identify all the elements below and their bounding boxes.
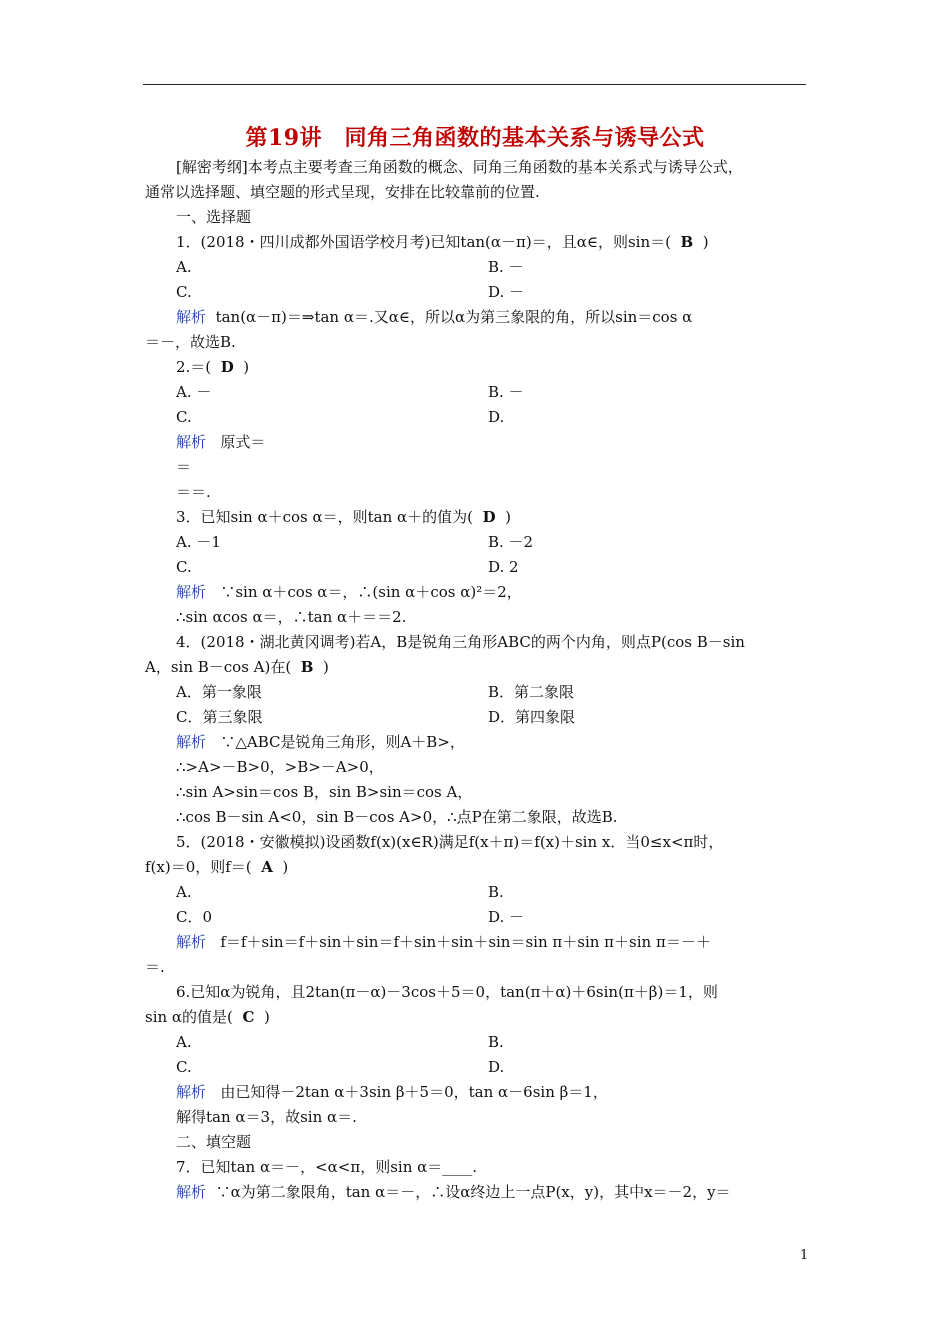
- answer-blank: ____: [442, 1158, 473, 1176]
- solution-label: 解析: [176, 433, 207, 451]
- q3-option-d: D. 2: [488, 558, 519, 576]
- answer-4: B: [300, 658, 314, 676]
- q5-solution-2: ＝.: [145, 958, 165, 976]
- q4-solution-2: ∴>A>－B>0，>B>－A>0，: [176, 758, 384, 776]
- solution-label: 解析: [176, 1083, 207, 1101]
- answer-5: A: [261, 858, 273, 876]
- q6-option-c: C.: [176, 1058, 192, 1076]
- solution-label: 解析: [176, 933, 207, 951]
- q2-option-d: D.: [488, 408, 505, 426]
- answer-6: C: [242, 1008, 255, 1026]
- q1-solution-1: 解析 tan(α－π)＝⇒tan α＝.又α∈，所以α为第三象限的角，所以sin＝cos α: [176, 308, 693, 326]
- intro-line-2: 通常以选择题、填空题的形式呈现，安排在比较靠前的位置.: [145, 183, 540, 201]
- question-5-line-1: 5．(2018・安徽模拟)设函数f(x)(x∈R)满足f(x＋π)＝f(x)＋sin x．当0≤x<π时，: [176, 833, 724, 851]
- q4-option-c: C．第三象限: [176, 708, 263, 726]
- q7-solution-1: 解析 ∵α为第二象限角，tan α＝－，∴设α终边上一点P(x，y)，其中x＝－2，y＝: [176, 1183, 731, 1201]
- q1-option-d: D. －: [488, 283, 525, 301]
- q2-option-a: A. －: [176, 383, 212, 401]
- question-4-line-1: 4．(2018・湖北黄冈调考)若A，B是锐角三角形ABC的两个内角，则点P(cos B－sin: [176, 633, 745, 651]
- question-5-line-2: f(x)＝0，则f＝( A ): [145, 858, 289, 876]
- q3-solution-2: ∴sin αcos α＝，∴tan α＋＝＝2.: [176, 608, 407, 626]
- question-6-line-1: 6.已知α为锐角，且2tan(π－α)－3cos＋5＝0，tan(π＋α)＋6sin(π＋β)＝1，则: [176, 983, 718, 1001]
- q6-option-b: B.: [488, 1033, 504, 1051]
- question-3: 3．已知sin α＋cos α＝，则tan α＋的值为( D ): [176, 508, 511, 526]
- lesson-title: 第19讲 同角三角函数的基本关系与诱导公式: [245, 125, 705, 151]
- solution-label: 解析: [176, 1183, 207, 1201]
- q5-option-d: D. －: [488, 908, 525, 926]
- question-7: 7．已知tan α＝－，<α<π，则sin α＝____.: [176, 1158, 478, 1176]
- q2-option-c: C.: [176, 408, 192, 426]
- page-number: 1: [800, 1248, 809, 1263]
- q4-solution-3: ∴sin A>sin＝cos B，sin B>sin＝cos A，: [176, 783, 473, 801]
- q1-solution-2: ＝－，故选B.: [145, 333, 236, 351]
- q6-option-a: A.: [176, 1033, 192, 1051]
- q4-option-b: B．第二象限: [488, 683, 575, 701]
- question-4-line-2: A，sin B－cos A)在( B ): [145, 658, 329, 676]
- q6-option-d: D.: [488, 1058, 505, 1076]
- q4-option-d: D．第四象限: [488, 708, 576, 726]
- question-1: 1．(2018・四川成都外国语学校月考)已知tan(α－π)＝，且α∈，则sin＝( B ): [176, 233, 709, 251]
- solution-label: 解析: [176, 583, 207, 601]
- question-6-line-2: sin α的值是( C ): [145, 1008, 270, 1026]
- solution-label: 解析: [176, 733, 207, 751]
- q5-solution-1: 解析 f＝f＋sin＝f＋sin＋sin＝f＋sin＋sin＋sin＝sin π＋sin π＋sin π＝－＋: [176, 933, 711, 951]
- q2-solution-1: 解析 原式＝: [176, 433, 266, 451]
- q1-option-c: C.: [176, 283, 192, 301]
- answer-1: B: [680, 233, 694, 251]
- q2-solution-3: ＝＝.: [176, 483, 211, 501]
- q3-option-c: C.: [176, 558, 192, 576]
- section-heading-fill: 二、填空题: [176, 1133, 252, 1151]
- header-rule: [143, 84, 806, 85]
- answer-3: D: [482, 508, 496, 526]
- q4-solution-1: 解析 ∵△ABC是锐角三角形，则A＋B>，: [176, 733, 465, 751]
- q4-option-a: A．第一象限: [176, 683, 262, 701]
- q6-solution-2: 解得tan α＝3，故sin α＝.: [176, 1108, 357, 1126]
- intro-line-1: [解密考纲]本考点主要考查三角函数的概念、同角三角函数的基本关系式与诱导公式，: [176, 158, 743, 176]
- answer-2: D: [220, 358, 234, 376]
- q5-option-c: C．0: [176, 908, 213, 926]
- q4-solution-4: ∴cos B－sin A<0，sin B－cos A>0，∴点P在第二象限，故选B.: [176, 808, 618, 826]
- question-2: 2.＝( D ): [176, 358, 250, 376]
- q5-option-b: B.: [488, 883, 504, 901]
- q2-solution-2: ＝: [176, 458, 192, 476]
- q1-option-b: B. －: [488, 258, 524, 276]
- q5-option-a: A.: [176, 883, 192, 901]
- q3-solution-1: 解析 ∵sin α＋cos α＝，∴(sin α＋cos α)²＝2，: [176, 583, 522, 601]
- q3-option-a: A. －1: [176, 533, 221, 551]
- solution-label: 解析: [176, 308, 207, 326]
- q1-option-a: A.: [176, 258, 192, 276]
- q3-option-b: B. －2: [488, 533, 534, 551]
- q2-option-b: B. －: [488, 383, 524, 401]
- section-heading-choice: 一、选择题: [176, 208, 252, 226]
- q6-solution-1: 解析 由已知得－2tan α＋3sin β＋5＝0，tan α－6sin β＝1，: [176, 1083, 608, 1101]
